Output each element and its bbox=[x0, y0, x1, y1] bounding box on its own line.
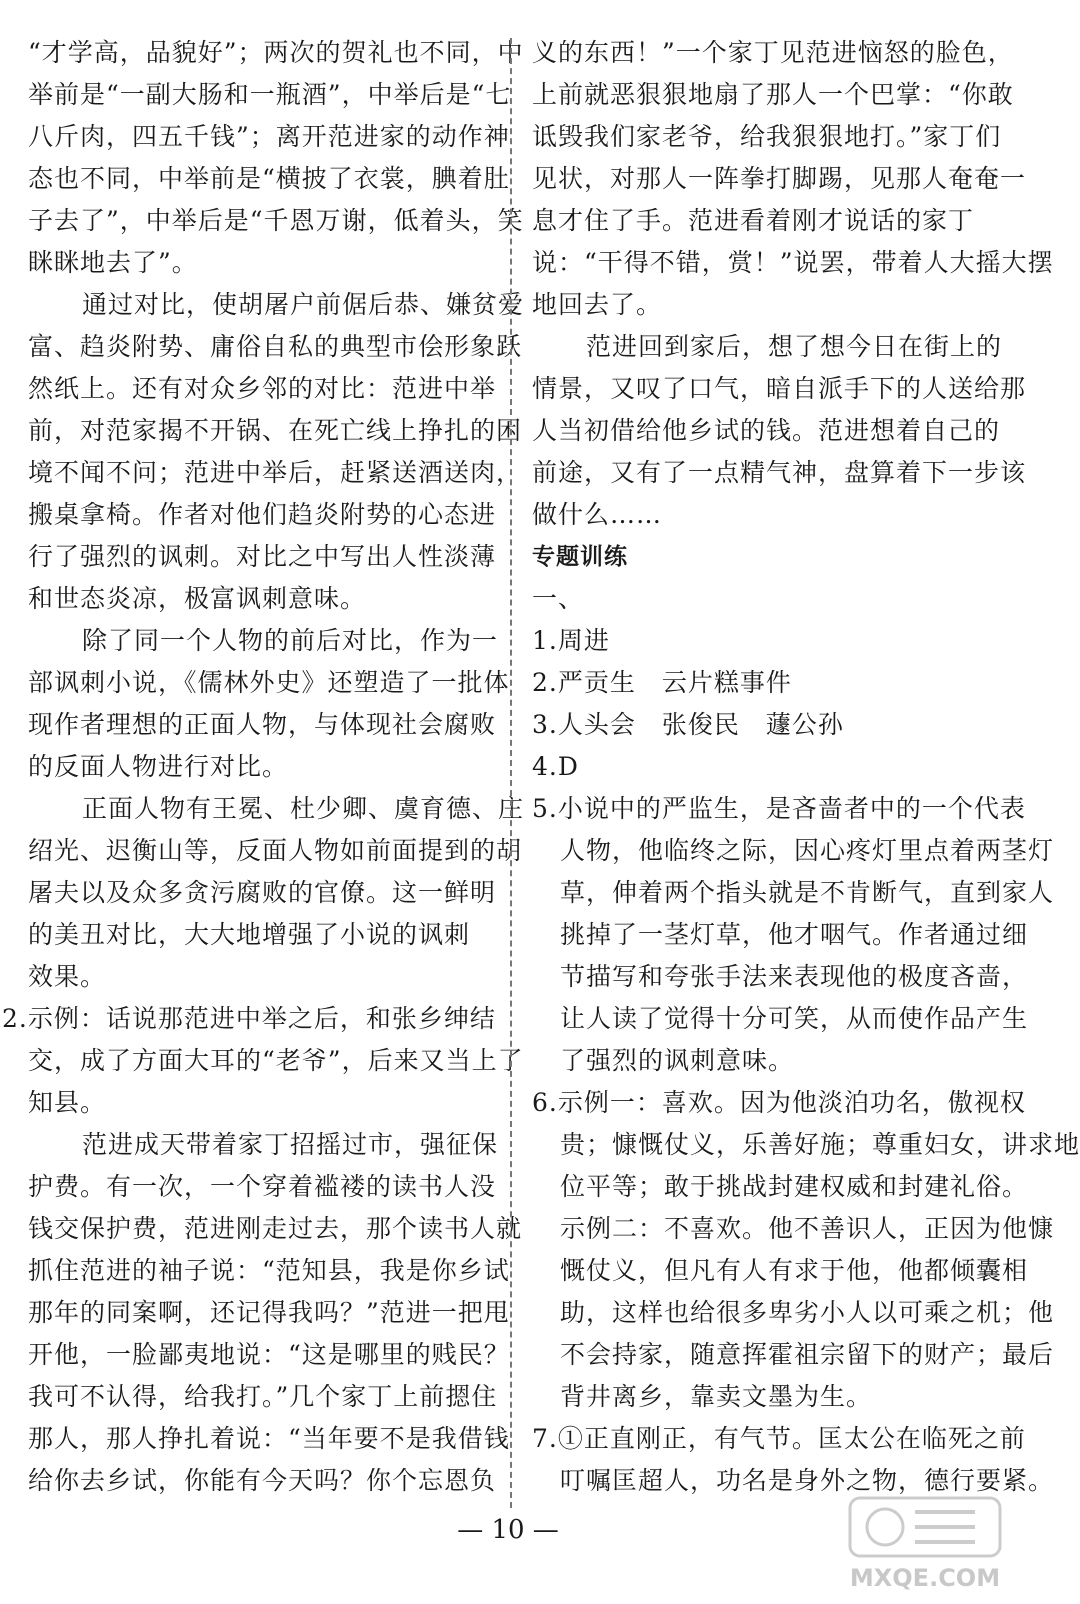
right-text-line: 5.小说中的严监生，是吝啬者中的一个代表 bbox=[532, 794, 1026, 823]
right-text-line: 做什么…… bbox=[532, 500, 663, 529]
right-text-line: 位平等；敢于挑战封建权威和封建礼俗。 bbox=[560, 1172, 1029, 1201]
left-text-line: 八斤肉，四五千钱”；离开范进家的动作神 bbox=[28, 122, 510, 151]
right-text-line: 义的东西！”一个家丁见范进恼怒的脸色， bbox=[532, 38, 1014, 67]
left-text-line: 效果。 bbox=[28, 962, 107, 991]
left-text-line: 态也不同，中举前是“横披了衣裳，腆着肚 bbox=[28, 164, 510, 193]
right-text-line: 草，伸着两个指头就是不肯断气，直到家人 bbox=[560, 878, 1055, 907]
left-text-line: 的美丑对比，大大地增强了小说的讽刺 bbox=[28, 920, 471, 949]
left-text-line: 开他，一脸鄙夷地说：“这是哪里的贱民？ bbox=[28, 1340, 510, 1369]
left-text-line: “才学高，品貌好”；两次的贺礼也不同，中 bbox=[28, 38, 524, 67]
right-text-line: 7.①正直刚正，有气节。匡太公在临死之前 bbox=[532, 1424, 1026, 1453]
right-text-line: 诋毁我们家老爷，给我狠狠地打。”家丁们 bbox=[532, 122, 1002, 151]
left-text-line: 举前是“一副大肠和一瓶酒”，中举后是“七 bbox=[28, 80, 512, 109]
left-text-line: 2.示例：话说那范进中举之后，和张乡绅结 bbox=[2, 1004, 496, 1033]
left-text-line: 那人，那人挣扎着说：“当年要不是我借钱 bbox=[28, 1424, 510, 1453]
left-text-line: 正面人物有王冕、杜少卿、虞育德、庄 bbox=[82, 794, 525, 823]
left-text-line: 屠夫以及众多贪污腐败的官僚。这一鲜明 bbox=[28, 878, 497, 907]
left-text-line: 眯眯地去了”。 bbox=[28, 248, 198, 277]
right-text-line: 说：“干得不错，赏！”说罢，带着人大摇大摆 bbox=[532, 248, 1054, 277]
right-text-line: 3.人头会 张俊民 蘧公孙 bbox=[532, 710, 844, 739]
right-text-line: 4.D bbox=[532, 752, 579, 781]
page-number: — 10 — bbox=[457, 1515, 559, 1545]
right-text-line: 范进回到家后，想了想今日在街上的 bbox=[586, 332, 1003, 361]
left-text-line: 我可不认得，给我打。”几个家丁上前摁住 bbox=[28, 1382, 498, 1411]
right-text-line: 息才住了手。范进看着刚才说话的家丁 bbox=[532, 206, 975, 235]
left-text-line: 的反面人物进行对比。 bbox=[28, 752, 289, 781]
left-text-line: 通过对比，使胡屠户前倨后恭、嫌贫爱 bbox=[82, 290, 525, 319]
right-text-line: 叮嘱匡超人，功名是身外之物，德行要紧。 bbox=[560, 1466, 1055, 1495]
right-text-line: 示例二：不喜欢。他不善识人，正因为他慷 bbox=[560, 1214, 1055, 1243]
left-text-line: 知县。 bbox=[28, 1088, 107, 1117]
watermark-logo bbox=[830, 1490, 1010, 1600]
left-text-line: 那年的同案啊，还记得我吗？”范进一把甩 bbox=[28, 1298, 510, 1327]
right-text-line: 一、 bbox=[532, 584, 585, 613]
watermark-text: MXQE.COM bbox=[849, 1564, 1001, 1592]
right-text-line: 了强烈的讽刺意味。 bbox=[560, 1046, 795, 1075]
right-text-line: 2.严贡生 云片糕事件 bbox=[532, 668, 792, 697]
right-column bbox=[532, 32, 1080, 1502]
left-text-line: 现作者理想的正面人物，与体现社会腐败 bbox=[28, 710, 497, 739]
left-text-line: 子去了”，中举后是“千恩万谢，低着头，笑 bbox=[28, 206, 524, 235]
right-text-line: 前途，又有了一点精气神，盘算着下一步该 bbox=[532, 458, 1027, 487]
section-heading: 专题训练 bbox=[532, 544, 628, 570]
column-divider bbox=[510, 38, 512, 1508]
left-text-line: 绍光、迟衡山等，反面人物如前面提到的胡 bbox=[28, 836, 523, 865]
right-text-line: 挑掉了一茎灯草，他才咽气。作者通过细 bbox=[560, 920, 1029, 949]
left-text-line: 境不闻不问；范进中举后，赶紧送酒送肉， bbox=[28, 458, 523, 487]
right-text-line: 不会持家，随意挥霍祖宗留下的财产；最后 bbox=[560, 1340, 1055, 1369]
right-text-line: 6.示例一：喜欢。因为他淡泊功名，傲视权 bbox=[532, 1088, 1026, 1117]
right-text-line: 人物，他临终之际，因心疼灯里点着两茎灯 bbox=[560, 836, 1055, 865]
left-text-line: 然纸上。还有对众乡邻的对比：范进中举 bbox=[28, 374, 497, 403]
right-text-line: 慨仗义，但凡有人有求于他，他都倾囊相 bbox=[560, 1256, 1029, 1285]
left-text-line: 部讽刺小说，《儒林外史》还塑造了一批体 bbox=[28, 668, 510, 697]
right-text-line: 助，这样也给很多卑劣小人以可乘之机；他 bbox=[560, 1298, 1055, 1327]
left-text-line: 行了强烈的讽刺。对比之中写出人性淡薄 bbox=[28, 542, 497, 571]
right-text-line: 情景，又叹了口气，暗自派手下的人送给那 bbox=[532, 374, 1027, 403]
left-text-line: 护费。有一次，一个穿着褴褛的读书人没 bbox=[28, 1172, 497, 1201]
left-text-line: 范进成天带着家丁招摇过市，强征保 bbox=[82, 1130, 499, 1159]
left-text-line: 钱交保护费，范进刚走过去，那个读书人就 bbox=[28, 1214, 523, 1243]
left-text-line: 和世态炎凉，极富讽刺意味。 bbox=[28, 584, 367, 613]
right-text-line: 1.周进 bbox=[532, 626, 610, 655]
right-text-line: 贵；慷慨仗义，乐善好施；尊重妇女，讲求地 bbox=[560, 1130, 1080, 1159]
right-text-line: 人当初借给他乡试的钱。范进想着自己的 bbox=[532, 416, 1001, 445]
right-text-line: 节描写和夸张手法来表现他的极度吝啬， bbox=[560, 962, 1029, 991]
right-text-line: 让人读了觉得十分可笑，从而使作品产生 bbox=[560, 1004, 1029, 1033]
left-text-line: 给你去乡试，你能有今天吗？你个忘恩负 bbox=[28, 1466, 497, 1495]
left-column bbox=[2, 32, 525, 1502]
right-text-line: 地回去了。 bbox=[532, 290, 663, 319]
left-text-line: 富、趋炎附势、庸俗自私的典型市侩形象跃 bbox=[28, 332, 523, 361]
left-text-line: 搬桌拿椅。作者对他们趋炎附势的心态进 bbox=[28, 500, 497, 529]
right-text-line: 上前就恶狠狠地扇了那人一个巴掌：“你敢 bbox=[532, 80, 1014, 109]
left-text-line: 除了同一个人物的前后对比，作为一 bbox=[82, 626, 499, 655]
right-text-line: 见状，对那人一阵拳打脚踢，见那人奄奄一 bbox=[532, 164, 1027, 193]
left-text-line: 前，对范家揭不开锅、在死亡线上挣扎的困 bbox=[28, 416, 523, 445]
left-text-line: 交，成了方面大耳的“老爷”，后来又当上了 bbox=[28, 1046, 524, 1075]
left-text-line: 抓住范进的袖子说：“范知县，我是你乡试 bbox=[28, 1256, 510, 1285]
right-text-line: 背井离乡，靠卖文墨为生。 bbox=[560, 1382, 873, 1411]
